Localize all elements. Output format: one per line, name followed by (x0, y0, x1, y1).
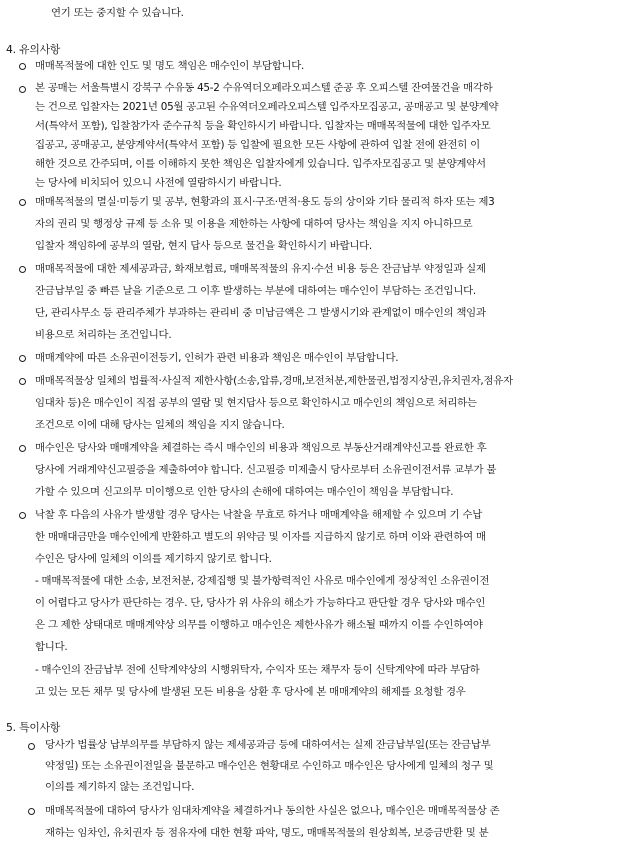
section5-item-1-line-1: 당사가 법률상 납부의무를 부담하지 않는 제세공과금 등에 대하여서는 실제 잔금납부일(또는 잔금납부 (45, 739, 491, 751)
section4-item-2-line-6: 는 당사에 비치되어 있으니 사전에 열람하시기 바랍니다. (35, 177, 282, 189)
section4-item-2-line-3: 서(특약서 포함), 입찰참가자 준수규칙 등을 확인하시기 바랍니다. 입찰자는 매매목적물에 대한 입주자모 (35, 120, 491, 132)
section4-item-2-line-5: 해한 것으로 간주되며, 이를 이해하지 못한 책임은 입찰자에게 있습니다. 입주자모집공고 및 분양계약서 (35, 158, 486, 170)
section4-item-2-line-1: 본 공매는 서울특별시 강북구 수유동 45-2 수유역더오페라오피스텔 준공 후 오피스텔 잔여물건을 매각하 (35, 82, 493, 94)
section4-item-8-line-9: 고 있는 모든 채무 및 당사에 발생된 모든 비용을 상환 후 당사에 본 매매계약의 해제를 요청할 경우 (35, 686, 466, 698)
bullet-icon (28, 808, 35, 815)
section4-item-8-line-4: - 매매목적물에 대한 소송, 보전처분, 강제집행 및 불가항력적인 사유로 매수인에게 정상적인 소유권이전 (35, 575, 490, 587)
section4-item-7-line-2: 당사에 거래계약신고필증을 제출하여야 합니다. 신고필증 미제출시 당사로부터 소유권이전서류 교부가 불 (35, 464, 497, 476)
section4-item-6-line-2: 임대차 등)은 매수인이 직접 공부의 열람 및 현지답사 등으로 확인하시고 매수인의 책임으로 처리하는 (35, 397, 477, 409)
section4-item-3-line-3: 입찰자 책임하에 공부의 열람, 현지 답사 등으로 물건을 확인하시기 바랍니다. (35, 240, 372, 252)
section4-item-2-line-2: 는 건으로 입찰자는 2021년 05월 공고된 수유역더오페라오피스텔 입주자모집공고, 공매공고 및 분양계약 (35, 101, 499, 113)
section4-item-7-line-1: 매수인은 당사와 매매계약을 체결하는 즉시 매수인의 비용과 책임으로 부동산거래계약신고를 완료한 후 (35, 442, 487, 454)
bullet-icon (19, 86, 26, 93)
section4-item-4-line-2: 잔금납부일 중 빠른 날을 기준으로 그 이후 발생하는 부분에 대하여는 매수인이 부담하는 조건입니다. (35, 285, 476, 297)
section4-item-8-line-5: 이 어렵다고 당사가 판단하는 경우. 단, 당사가 위 사유의 해소가 가능하다고 판단할 경우 당사와 매수인 (35, 597, 486, 609)
section4-item-7-line-3: 가할 수 있으며 신고의무 미이행으로 인한 당사의 손해에 대하여는 매수인이 책임을 부담합니다. (35, 486, 454, 498)
section5-item-1-line-3: 이의를 제기하지 않는 조건입니다. (45, 781, 195, 793)
section4-item-8-line-6: 은 그 제한 상태대로 매매계약상 의무를 이행하고 매수인은 제한사유가 해소될 때까지 이를 수인하여야 (35, 619, 483, 631)
section4-item-8-line-1: 낙찰 후 다음의 사유가 발생할 경우 당사는 낙찰을 무효로 하거나 매매계약을 해제할 수 있으며 기 수납 (35, 509, 483, 521)
bullet-icon (19, 445, 26, 452)
bullet-icon (19, 355, 26, 362)
section-heading-5: 5. 특이사항 (6, 721, 61, 734)
bullet-icon (19, 199, 26, 206)
section5-item-2-line-2: 재하는 임차인, 유치권자 등 점유자에 대한 현황 파악, 명도, 매매목적물의 원상회복, 보증금반환 및 분 (45, 827, 489, 839)
continuation-text: 연기 또는 중지할 수 있습니다. (51, 7, 184, 19)
section4-item-8-line-3: 수인은 당사에 일체의 이의를 제기하지 않기로 합니다. (35, 553, 272, 565)
section5-item-2-line-1: 매매목적물에 대하여 당사가 임대차계약을 체결하거나 동의한 사실은 없으나, 매수인은 매매목적물상 존 (45, 805, 500, 817)
section4-item-4-line-1: 매매목적물에 대한 제세공과금, 화재보험료, 매매목적물의 유지·수선 비용 등은 잔금납부 약정일과 실제 (35, 263, 486, 275)
section4-item-4-line-4: 비용으로 처리하는 조건입니다. (35, 329, 172, 341)
bullet-icon (19, 63, 26, 70)
section4-item-8-line-8: - 매수인의 잔금납부 전에 신탁계약상의 시행위탁자, 수익자 또는 채무자 등이 신탁계약에 따라 부담하 (35, 664, 480, 676)
section4-item-6-line-1: 매매목적물상 일체의 법률적·사실적 제한사항(소송,압류,경매,보전처분,제한물권,법정지상권,유치권자,점유자 (35, 375, 513, 387)
section4-item-8-line-2: 한 매매대금만을 매수인에게 반환하고 별도의 위약금 및 이자를 지급하지 않기로 하며 이와 관련하여 매 (35, 531, 486, 543)
section4-item-4-line-3: 단, 관리사무소 등 관리주체가 부과하는 관리비 중 미납금액은 그 발생시기와 관계없이 매수인의 책임과 (35, 307, 486, 319)
section4-item-2-line-4: 집공고, 공매공고, 분양계약서(특약서 포함) 등 입찰에 필요한 모든 사항에 관하여 입찰 전에 완전히 이 (35, 139, 480, 151)
bullet-icon (19, 512, 26, 519)
section4-item-5-line-1: 매매계약에 따른 소유권이전등기, 인허가 관련 비용과 책임은 매수인이 부담합니다. (35, 352, 399, 364)
bullet-icon (19, 378, 26, 385)
bullet-icon (28, 743, 35, 750)
section-heading-4: 4. 유의사항 (6, 43, 61, 56)
section4-item-3-line-2: 자의 권리 및 행정상 규제 등 소유 및 이용을 제한하는 사항에 대하여 당사는 책임을 지지 아니하므로 (35, 218, 473, 230)
section4-item-8-line-7: 합니다. (35, 641, 68, 653)
section4-item-6-line-3: 조건으로 이에 대해 당사는 일체의 책임을 지지 않습니다. (35, 419, 285, 431)
section4-item-3-line-1: 매매목적물의 멸실·미등기 및 공부, 현황과의 표시·구조·면적·용도 등의 상이와 기타 물리적 하자 또는 제3 (35, 196, 495, 208)
section5-item-1-line-2: 약정일) 또는 소유권이전일을 불문하고 매수인은 현황대로 수인하고 매수인은 당사에게 일체의 청구 및 (45, 760, 494, 772)
section4-item-1-line-1: 매매목적물에 대한 인도 및 명도 책임은 매수인이 부담합니다. (35, 60, 305, 72)
bullet-icon (19, 266, 26, 273)
